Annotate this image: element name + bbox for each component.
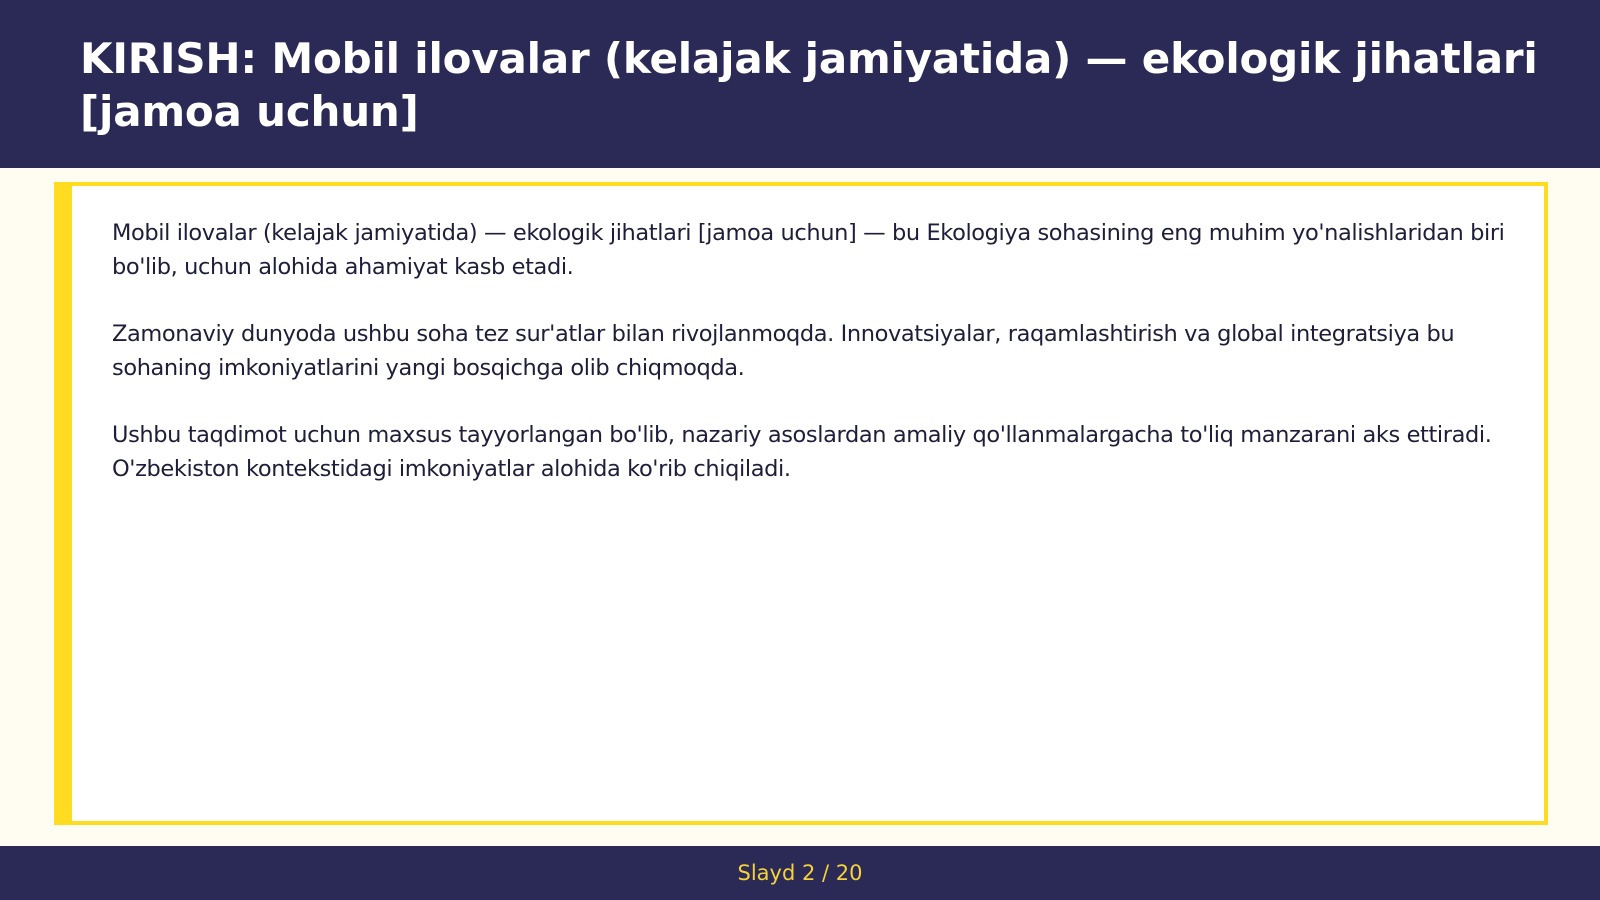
intro-paragraph-1: Mobil ilovalar (kelajak jamiyatida) — ekologik jihatlari [jamoa uchun] — bu Ekologiya sohasining eng muhim yo'nalishlaridan biri bo'lib, uchun alohida ahamiyat kasb etadi.: [112, 220, 1505, 280]
slide-title: KIRISH: Mobil ilovalar (kelajak jamiyatida) — ekologik jihatlari [jamoa uchun]: [80, 34, 1538, 136]
slide-header: [0, 0, 1600, 168]
intro-paragraph-3: Ushbu taqdimot uchun maxsus tayyorlangan bo'lib, nazariy asoslardan amaliy qo'llanmalargacha to'liq manzarani aks ettiradi. O'zbekiston kontekstidagi imkoniyatlar alohida ko'rib chiqiladi.: [112, 422, 1492, 482]
content-panel: [54, 182, 1548, 825]
slide-footer: [0, 846, 1600, 900]
intro-paragraph-2: Zamonaviy dunyoda ushbu soha tez sur'atlar bilan rivojlanmoqda. Innovatsiyalar, raqamlashtirish va global integratsiya bu sohaning imkoniyatlarini yangi bosqichga olib chiqmoqda.: [112, 321, 1455, 381]
slide-counter: Slayd 2 / 20: [737, 861, 863, 885]
